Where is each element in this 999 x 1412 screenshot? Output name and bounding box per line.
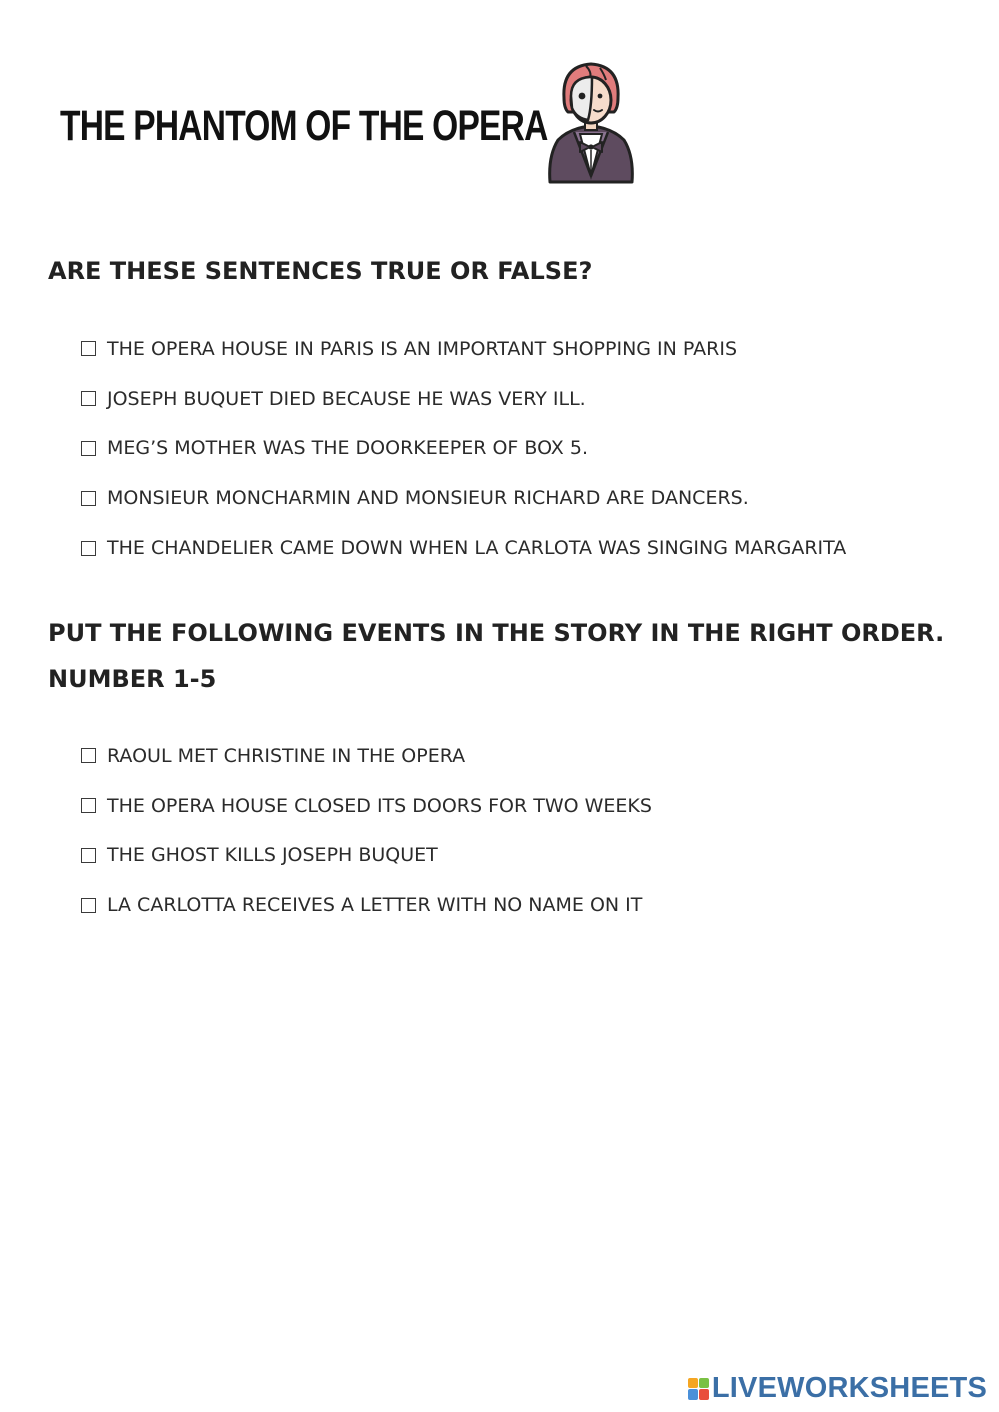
checkbox-icon[interactable] xyxy=(81,798,96,813)
list-item xyxy=(81,523,846,573)
item-text: RAOUL MET CHRISTINE IN THE OPERA xyxy=(107,744,466,767)
checkbox-icon[interactable] xyxy=(81,748,96,763)
logo-text: LIVEWORKSHEETS xyxy=(711,1372,987,1404)
list-item xyxy=(81,324,846,374)
checkbox-icon[interactable] xyxy=(81,541,96,556)
list-item xyxy=(81,731,652,781)
list-item xyxy=(81,831,652,881)
item-text: MEG’S MOTHER WAS THE DOORKEEPER OF BOX 5. xyxy=(107,437,588,460)
list-item xyxy=(81,880,652,930)
list-item xyxy=(81,473,846,523)
section-heading-order: PUT THE FOLLOWING EVENTS IN THE STORY IN THE RIGHT ORDER. NUMBER 1-5 xyxy=(48,619,945,693)
checkbox-icon[interactable] xyxy=(81,848,96,863)
list-item xyxy=(81,424,846,474)
list-item xyxy=(81,781,652,831)
page-title: THE PHANTOM OF THE OPERA xyxy=(60,102,548,150)
true-false-list xyxy=(81,324,846,573)
checkbox-icon[interactable] xyxy=(81,441,96,456)
logo-badge-icon xyxy=(688,1378,709,1400)
item-text: THE GHOST KILLS JOSEPH BUQUET xyxy=(107,844,438,867)
liveworksheets-logo[interactable] xyxy=(688,1372,987,1405)
item-text: THE OPERA HOUSE IN PARIS IS AN IMPORTANT SHOPPING IN PARIS xyxy=(107,337,738,360)
checkbox-icon[interactable] xyxy=(81,898,96,913)
item-text: THE CHANDELIER CAME DOWN WHEN LA CARLOTA WAS SINGING MARGARITA xyxy=(107,537,847,560)
item-text: MONSIEUR MONCHARMIN AND MONSIEUR RICHARD ARE DANCERS. xyxy=(107,487,749,510)
item-text: THE OPERA HOUSE CLOSED ITS DOORS FOR TWO WEEKS xyxy=(107,794,652,817)
section-heading-true-false: ARE THESE SENTENCES TRUE OR FALSE? xyxy=(48,257,593,285)
order-list xyxy=(81,731,652,930)
checkbox-icon[interactable] xyxy=(81,341,96,356)
list-item xyxy=(81,374,846,424)
checkbox-icon[interactable] xyxy=(81,491,96,506)
phantom-icon xyxy=(540,58,642,188)
item-text: JOSEPH BUQUET DIED BECAUSE HE WAS VERY ILL. xyxy=(107,387,586,410)
checkbox-icon[interactable] xyxy=(81,391,96,406)
item-text: LA CARLOTTA RECEIVES A LETTER WITH NO NAME ON IT xyxy=(107,894,643,917)
